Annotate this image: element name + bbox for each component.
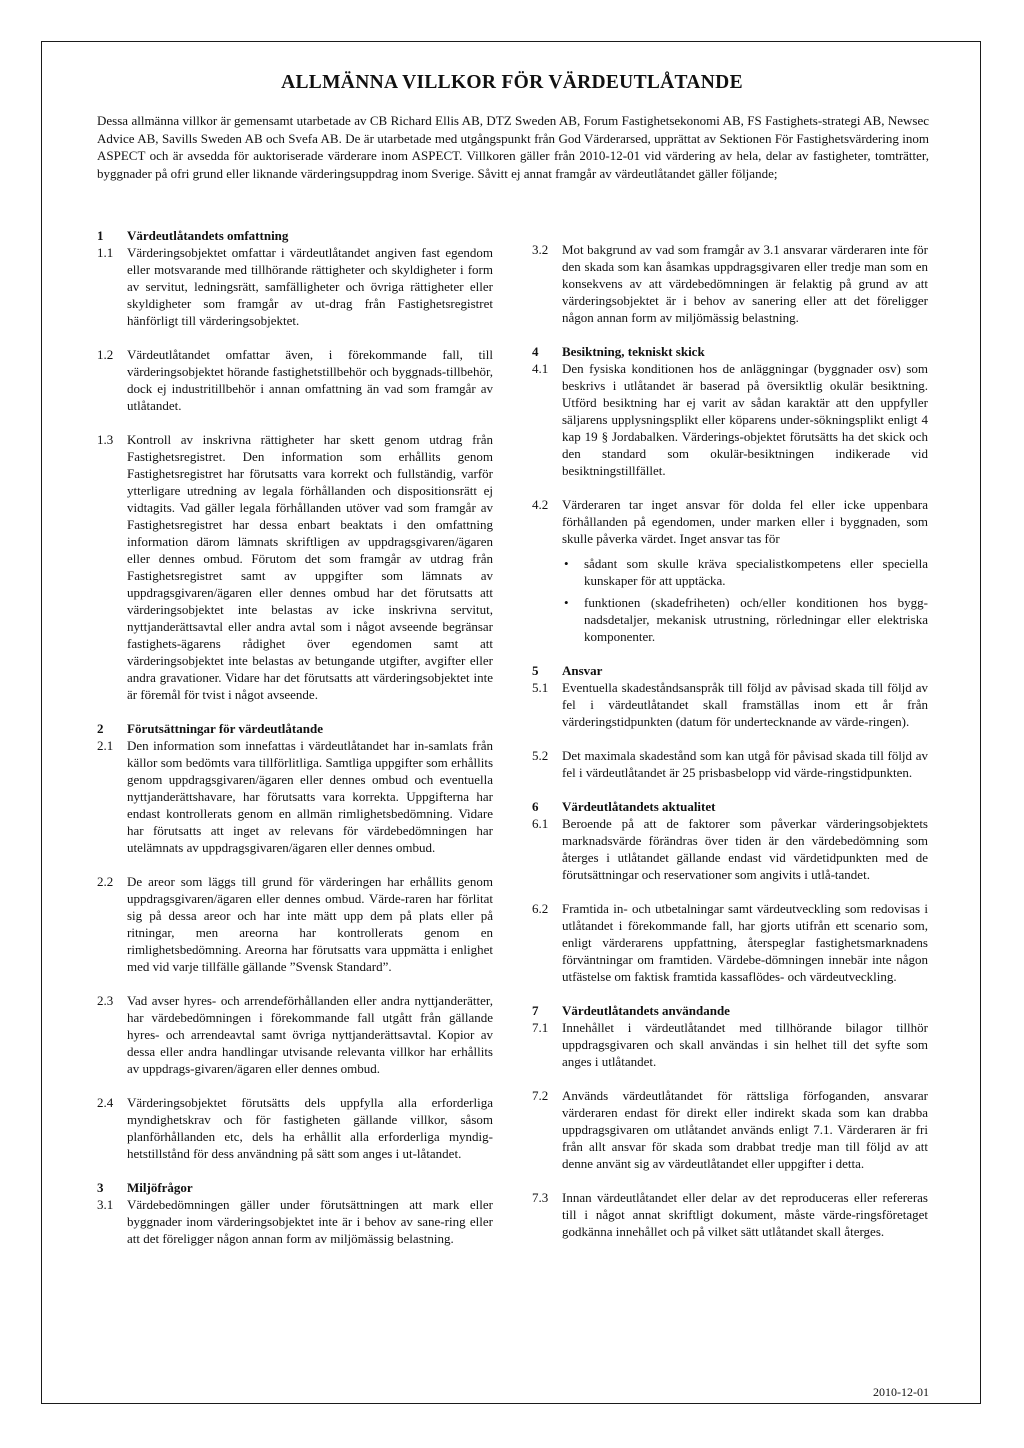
clause-number: 4.2: [532, 497, 549, 512]
section-number: 7: [532, 1003, 539, 1018]
clause-number: 5.2: [532, 748, 549, 763]
clause-text: Vad avser hyres- och arrendeförhållanden eller andra nyttjanderätter, har värdebedömningen i förekommande fall utgått från gällande hyres- och arrendeavtal samt övriga nyttjanderättsavtal. Kopior av dessa eller andra handlingar utvisande relevanta villkor har erhållits av uppdrags-givaren/ägaren eller dennes ombud.: [127, 993, 493, 1076]
section-number: 6: [532, 799, 539, 814]
clause-text: Innan värdeutlåtandet eller delar av det reproduceras eller refereras till i något annat skriftligt dokument, måste värde-ringsföretaget godkänna innehållet och på vilket sätt utlåtandet skall återges.: [562, 1190, 928, 1239]
section-heading: [97, 1179, 493, 1196]
clause: [532, 900, 928, 985]
bullet-text: funktionen (skadefriheten) och/eller konditionen hos bygg-nadsdetaljer, mekanisk utrustning, rörledningar eller elektriska komponenter.: [584, 595, 928, 644]
intro-paragraph: Dessa allmänna villkor är gemensamt utarbetade av CB Richard Ellis AB, DTZ Sweden AB, Forum Fastighetsekonomi AB, FS Fastighets-strategi AB, Newsec Advice AB, Savills Sweden AB och Svefa AB. De är utarbetade med utgångspunkt från God Värderarsed, upprättat av Sektionen För Fastighetsvärdering inom ASPECT och är avsedda för auktoriserade värderare inom ASPECT. Villkoren gäller från 2010-12-01 vid värdering av hela, delar av fastigheter, tomträtter, byggnader på ofri grund eller liknande värderingsuppdrag inom Sverige. Såvitt ej annat framgår av värdeutlåtandet gäller följande;: [97, 113, 929, 181]
clause: [532, 747, 928, 781]
clause: [97, 1094, 493, 1162]
section-heading: [532, 662, 928, 679]
clause-number: 2.3: [97, 993, 114, 1008]
clause-number: 4.1: [532, 361, 549, 376]
clause: [532, 1019, 928, 1070]
clause-text: Den fysiska konditionen hos de anläggningar (byggnader osv) som beskrivs i utlåtandet är baserad på översiktlig okulär besiktning. Utförd besiktning har ej varit av sådan karaktär att den uppfyller säljarens upplysningsplikt eller köparens under-sökningsplikt enligt 4 kap 19 § Jordabalken. Värderings-objektet förutsätts ha det skick och den standard som okulär-besiktningen indikerade vid besiktningstillfället.: [562, 361, 928, 478]
section-title: Ansvar: [562, 663, 603, 678]
clause-text: Mot bakgrund av vad som framgår av 3.1 ansvarar värderaren inte för den skada som kan åsamkas uppdragsgivaren eller tredje man som en konsekvens av att värdebedömningen är felaktig på grund av att värderingsobjektet är i behov av sanering eller att det föreligger någon annan form av miljömässig belastning.: [562, 242, 928, 325]
clause-text: Värdeutlåtandet omfattar även, i förekommande fall, till värderingsobjektet hörande fastighetstillbehör och byggnads-tillbehör, dock ej industritillbehör i annan omfattning än vad som framgår av utlåtandet.: [127, 347, 493, 413]
section-heading: [97, 720, 493, 737]
clause: [97, 873, 493, 975]
section-number: 2: [97, 721, 104, 736]
clause-number: 1.1: [97, 245, 114, 260]
clause-number: 2.4: [97, 1095, 114, 1110]
left-column: [97, 227, 493, 1247]
section-title: Miljöfrågor: [127, 1180, 193, 1195]
bullet-icon: •: [564, 556, 569, 571]
clause: [97, 244, 493, 329]
clause-number: 3.1: [97, 1197, 114, 1212]
list-item: [562, 555, 928, 589]
clause-text: Värderingsobjektet förutsätts dels uppfylla alla erforderliga myndighetskrav och för fastigheten gällande villkor, såsom planförhållanden etc, dels ha erhållit alla erforderliga myndig-hetstillstånd för dess användning på sätt som anges i ut-låtandet.: [127, 1095, 493, 1161]
section-heading: [532, 798, 928, 815]
clause-number: 2.2: [97, 874, 114, 889]
clause-text: Värdebedömningen gäller under förutsättningen att mark eller byggnader inom värderingsobjektet inte är i behov av sane-ring eller att det föreligger någon annan form av miljömässig belastning.: [127, 1197, 493, 1246]
clause-text: Framtida in- och utbetalningar samt värdeutveckling som redovisas i utlåtandet i förekommande fall, har gjorts utifrån ett scenario som, enligt värderarens uppfattning, återspeglar fastighetsmarknadens förväntningar om framtiden. Värdebe-dömningen innebär inte någon utfästelse om faktisk framtida kassaflödes- och värdeutveckling.: [562, 901, 928, 984]
clause-number: 1.3: [97, 432, 114, 447]
clause-number: 2.1: [97, 738, 114, 753]
section-heading: [97, 227, 493, 244]
clause-text: Beroende på att de faktorer som påverkar värderingsobjektets marknadsvärde förändras över tiden är den värdebedömning som återges i utlåtandet gällande endast vid värdetidpunkten med de förutsättningar och reservationer som angivits i utlå-tandet.: [562, 816, 928, 882]
right-column: [532, 241, 928, 1240]
clause: [532, 1189, 928, 1240]
section-title: Värdeutlåtandets omfattning: [127, 228, 289, 243]
clause: [97, 737, 493, 856]
clause-number: 5.1: [532, 680, 549, 695]
clause-text: Kontroll av inskrivna rättigheter har skett genom utdrag från Fastighetsregistret. Den information som erhållits genom Fastighetsregistret har förutsatts vara korrekt och fullständig, varför ytterligare utredning av legala förhållanden och dispositionsrätt ej vidtagits. Vad gäller legala förhållanden utöver vad som framgår av Fastighetsregistret har dessa enbart beaktats i den omfattning information därom lämnats skriftligen av uppdragsgivaren/ägaren eller dennes ombud. Förutom det som framgår av utdrag från Fastighetsregistret samt av uppgifter som lämnats av uppdragsgivaren/ägaren eller dennes ombud har det förutsatts att värderingsobjektet inte belastas av icke inskrivna servitut, nyttjanderättsavtal eller andra avtal som i något avseende begränsar fastighets-ägarens rådighet över egendomen samt att värderingsobjektet inte belastas av betungande utgifter, avgifter eller andra gravationer. Vidare har det förutsatts att värderingsobjektet inte är föremål för tvist i något avseende.: [127, 432, 493, 702]
clause: [97, 992, 493, 1077]
clause-number: 3.2: [532, 242, 549, 257]
section-title: Förutsättningar för värdeutlåtande: [127, 721, 323, 736]
clause: [532, 360, 928, 479]
clause: [532, 241, 928, 326]
clause: [97, 1196, 493, 1247]
section-number: 5: [532, 663, 539, 678]
section-number: 1: [97, 228, 104, 243]
clause: [532, 679, 928, 730]
clause-number: 7.2: [532, 1088, 549, 1103]
section-number: 3: [97, 1180, 104, 1195]
section-heading: [532, 343, 928, 360]
clause-text: Eventuella skadeståndsanspråk till följd av påvisad skada till följd av fel i värdeutlåtandet skall framställas inom ett år från värderingstidpunkten (datum för undertecknande av värde-ringen).: [562, 680, 928, 729]
clause: [532, 496, 928, 547]
section-title: Värdeutlåtandets aktualitet: [562, 799, 716, 814]
clause-number: 6.1: [532, 816, 549, 831]
section-heading: [532, 1002, 928, 1019]
bullet-icon: •: [564, 595, 569, 610]
clause: [532, 1087, 928, 1172]
clause-number: 7.3: [532, 1190, 549, 1205]
clause: [97, 346, 493, 414]
list-item: [562, 594, 928, 645]
section-title: Värdeutlåtandets användande: [562, 1003, 730, 1018]
clause-text: Värderaren tar inget ansvar för dolda fel eller icke uppenbara förhållanden på egendomen, under marken eller i byggnaden, som skulle påverka värdet. Inget ansvar tas för: [562, 497, 928, 546]
document-date: 2010-12-01: [873, 1385, 929, 1399]
bullet-text: sådant som skulle kräva specialistkompetens eller speciella kunskaper för att upptäcka.: [584, 556, 928, 588]
clause-number: 7.1: [532, 1020, 549, 1035]
section-number: 4: [532, 344, 539, 359]
clause-text: De areor som läggs till grund för värderingen har erhållits genom uppdragsgivaren/ägaren eller dennes ombud. Värde-raren har förlitat sig på dessa areor och har inte mätt upp dem på plats eller på ritningar, men areorna har kontrollerats genom en rimlighetsbedömning. Areorna har förutsatts vara uppmätta i enlighet med vid varje tillfälle gällande ”Svensk Standard”.: [127, 874, 493, 974]
clause: [97, 431, 493, 703]
clause-text: Den information som innefattas i värdeutlåtandet har in-samlats från källor som bedömts vara tillförlitliga. Samtliga uppgifter som erhållits genom uppdragsgivaren/ägaren eller dennes ombud och eventuella nyttjanderättshavare, har förutsatts vara korrekta. Uppgifterna har endast kontrollerats genom en allmän rimlighetsbedömning. Vidare har förutsatts att inget av relevans för värdebedömningen har utelämnats av uppdragsgivaren/ägaren eller dennes ombud.: [127, 738, 493, 855]
clause-text: Värderingsobjektet omfattar i värdeutlåtandet angiven fast egendom eller motsvarande med tillhörande rättigheter och skyldigheter i form av servitut, ledningsrätt, samfälligheter och övriga rättigheter eller skyldigheter som framgår av ut-drag från Fastighetsregistret hänförligt till värderingsobjektet.: [127, 245, 493, 328]
clause-number: 6.2: [532, 901, 549, 916]
document-title: ALLMÄNNA VILLKOR FÖR VÄRDEUTLÅTANDE: [281, 72, 743, 93]
clause-text: Det maximala skadestånd som kan utgå för påvisad skada till följd av fel i värdeutlåtandet är 25 prisbasbelopp vid värde-ringstidpunkten.: [562, 748, 928, 780]
clause: [532, 815, 928, 883]
clause-number: 1.2: [97, 347, 114, 362]
bullet-list: [532, 555, 928, 645]
clause-text: Innehållet i värdeutlåtandet med tillhörande bilagor tillhör uppdragsgivaren och skall användas i sin helhet till det syfte som anges i utlåtandet.: [562, 1020, 928, 1069]
clause-text: Används värdeutlåtandet för rättsliga förfoganden, ansvarar värderaren endast för direkt eller indirekt skada som kan drabba uppdragsgivaren om utlåtandet används enligt 7.1. Värderaren är fri från allt ansvar för skada som drabbat tredje man till följd av att denne använt sig av värdeutlåtandet eller uppgifter i detta.: [562, 1088, 928, 1171]
section-title: Besiktning, tekniskt skick: [562, 344, 705, 359]
